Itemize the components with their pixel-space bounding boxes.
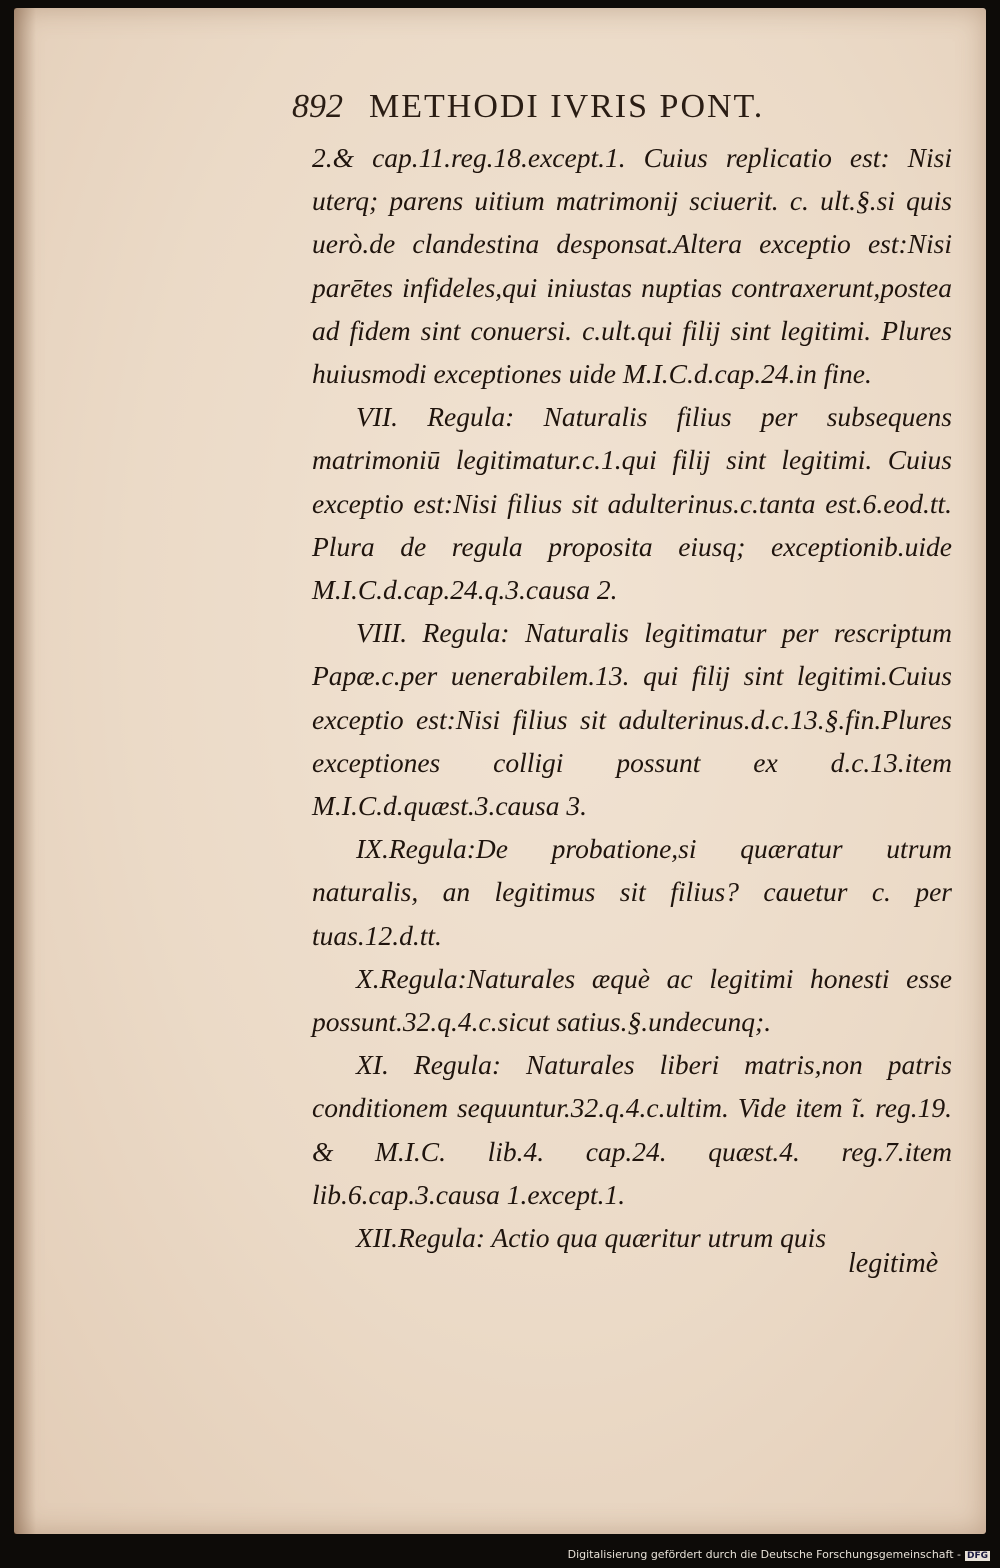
- body-text: [312, 136, 952, 1259]
- paragraph-rule-9: IX.Regula:De probatione,si quæratur utrum naturalis, an legitimus sit filius? cauetur c. per tuas.12.d.tt.: [312, 833, 952, 951]
- page-number: 892: [292, 88, 343, 125]
- paragraph-rule-10: X.Regula:Naturales æquè ac legitimi honesti esse possunt.32.q.4.c.sicut satius.§.undecunq;.: [312, 962, 952, 1038]
- paragraph-rule-11: XI. Regula: Naturales liberi matris,non patris conditionem sequuntur.32.q.4.c.ultim. Vide item ĩ. reg.19. & M.I.C. lib.4. cap.24. quæst.4. reg.7.item lib.6.cap.3.causa 1.except.1.: [312, 1049, 952, 1210]
- running-title: METHODI IVRIS PONT.: [369, 88, 765, 125]
- paragraph-rule-7: VII. Regula: Naturalis filius per subsequens matrimoniū legitimatur.c.1.qui filij sint legitimi. Cuius exceptio est:Nisi filius sit adulterinus.c.tanta est.6.eod.tt. Plura de regula proposita eiusq; exceptionib.uide M.I.C.d.cap.24.q.3.causa 2.: [312, 401, 952, 606]
- book-page: [14, 8, 986, 1534]
- digitization-footer: [0, 1548, 990, 1561]
- paragraph-rule-12: XII.Regula: Actio qua quæritur utrum quis: [356, 1222, 827, 1254]
- footer-credit: Digitalisierung gefördert durch die Deutsche Forschungsgemeinschaft -: [567, 1548, 961, 1561]
- catchword: legitimè: [848, 1248, 939, 1279]
- paragraph-continuation: 2.& cap.11.reg.18.except.1. Cuius replicatio est: Nisi uterq; parens uitium matrimonij sciuerit. c. ult.§.si quis uerò.de clandestina desponsat.Altera exceptio est:Nisi parētes infideles,qui iniustas nuptias contraxerunt,postea ad fidem sint conuersi. c.ult.qui filij sint legitimi. Plures huiusmodi exceptiones uide M.I.C.d.cap.24.in fine.: [312, 142, 952, 390]
- dfg-logo: DFG: [966, 1551, 988, 1561]
- paragraph-rule-8: VIII. Regula: Naturalis legitimatur per rescriptum Papæ.c.per uenerabilem.13. qui filij sint legitimi.Cuius exceptio est:Nisi filius sit adulterinus.d.c.13.§.fin.Plures exceptiones colligi possunt ex d.c.13.item M.I.C.d.quæst.3.causa 3.: [312, 617, 952, 822]
- running-header: [292, 88, 892, 128]
